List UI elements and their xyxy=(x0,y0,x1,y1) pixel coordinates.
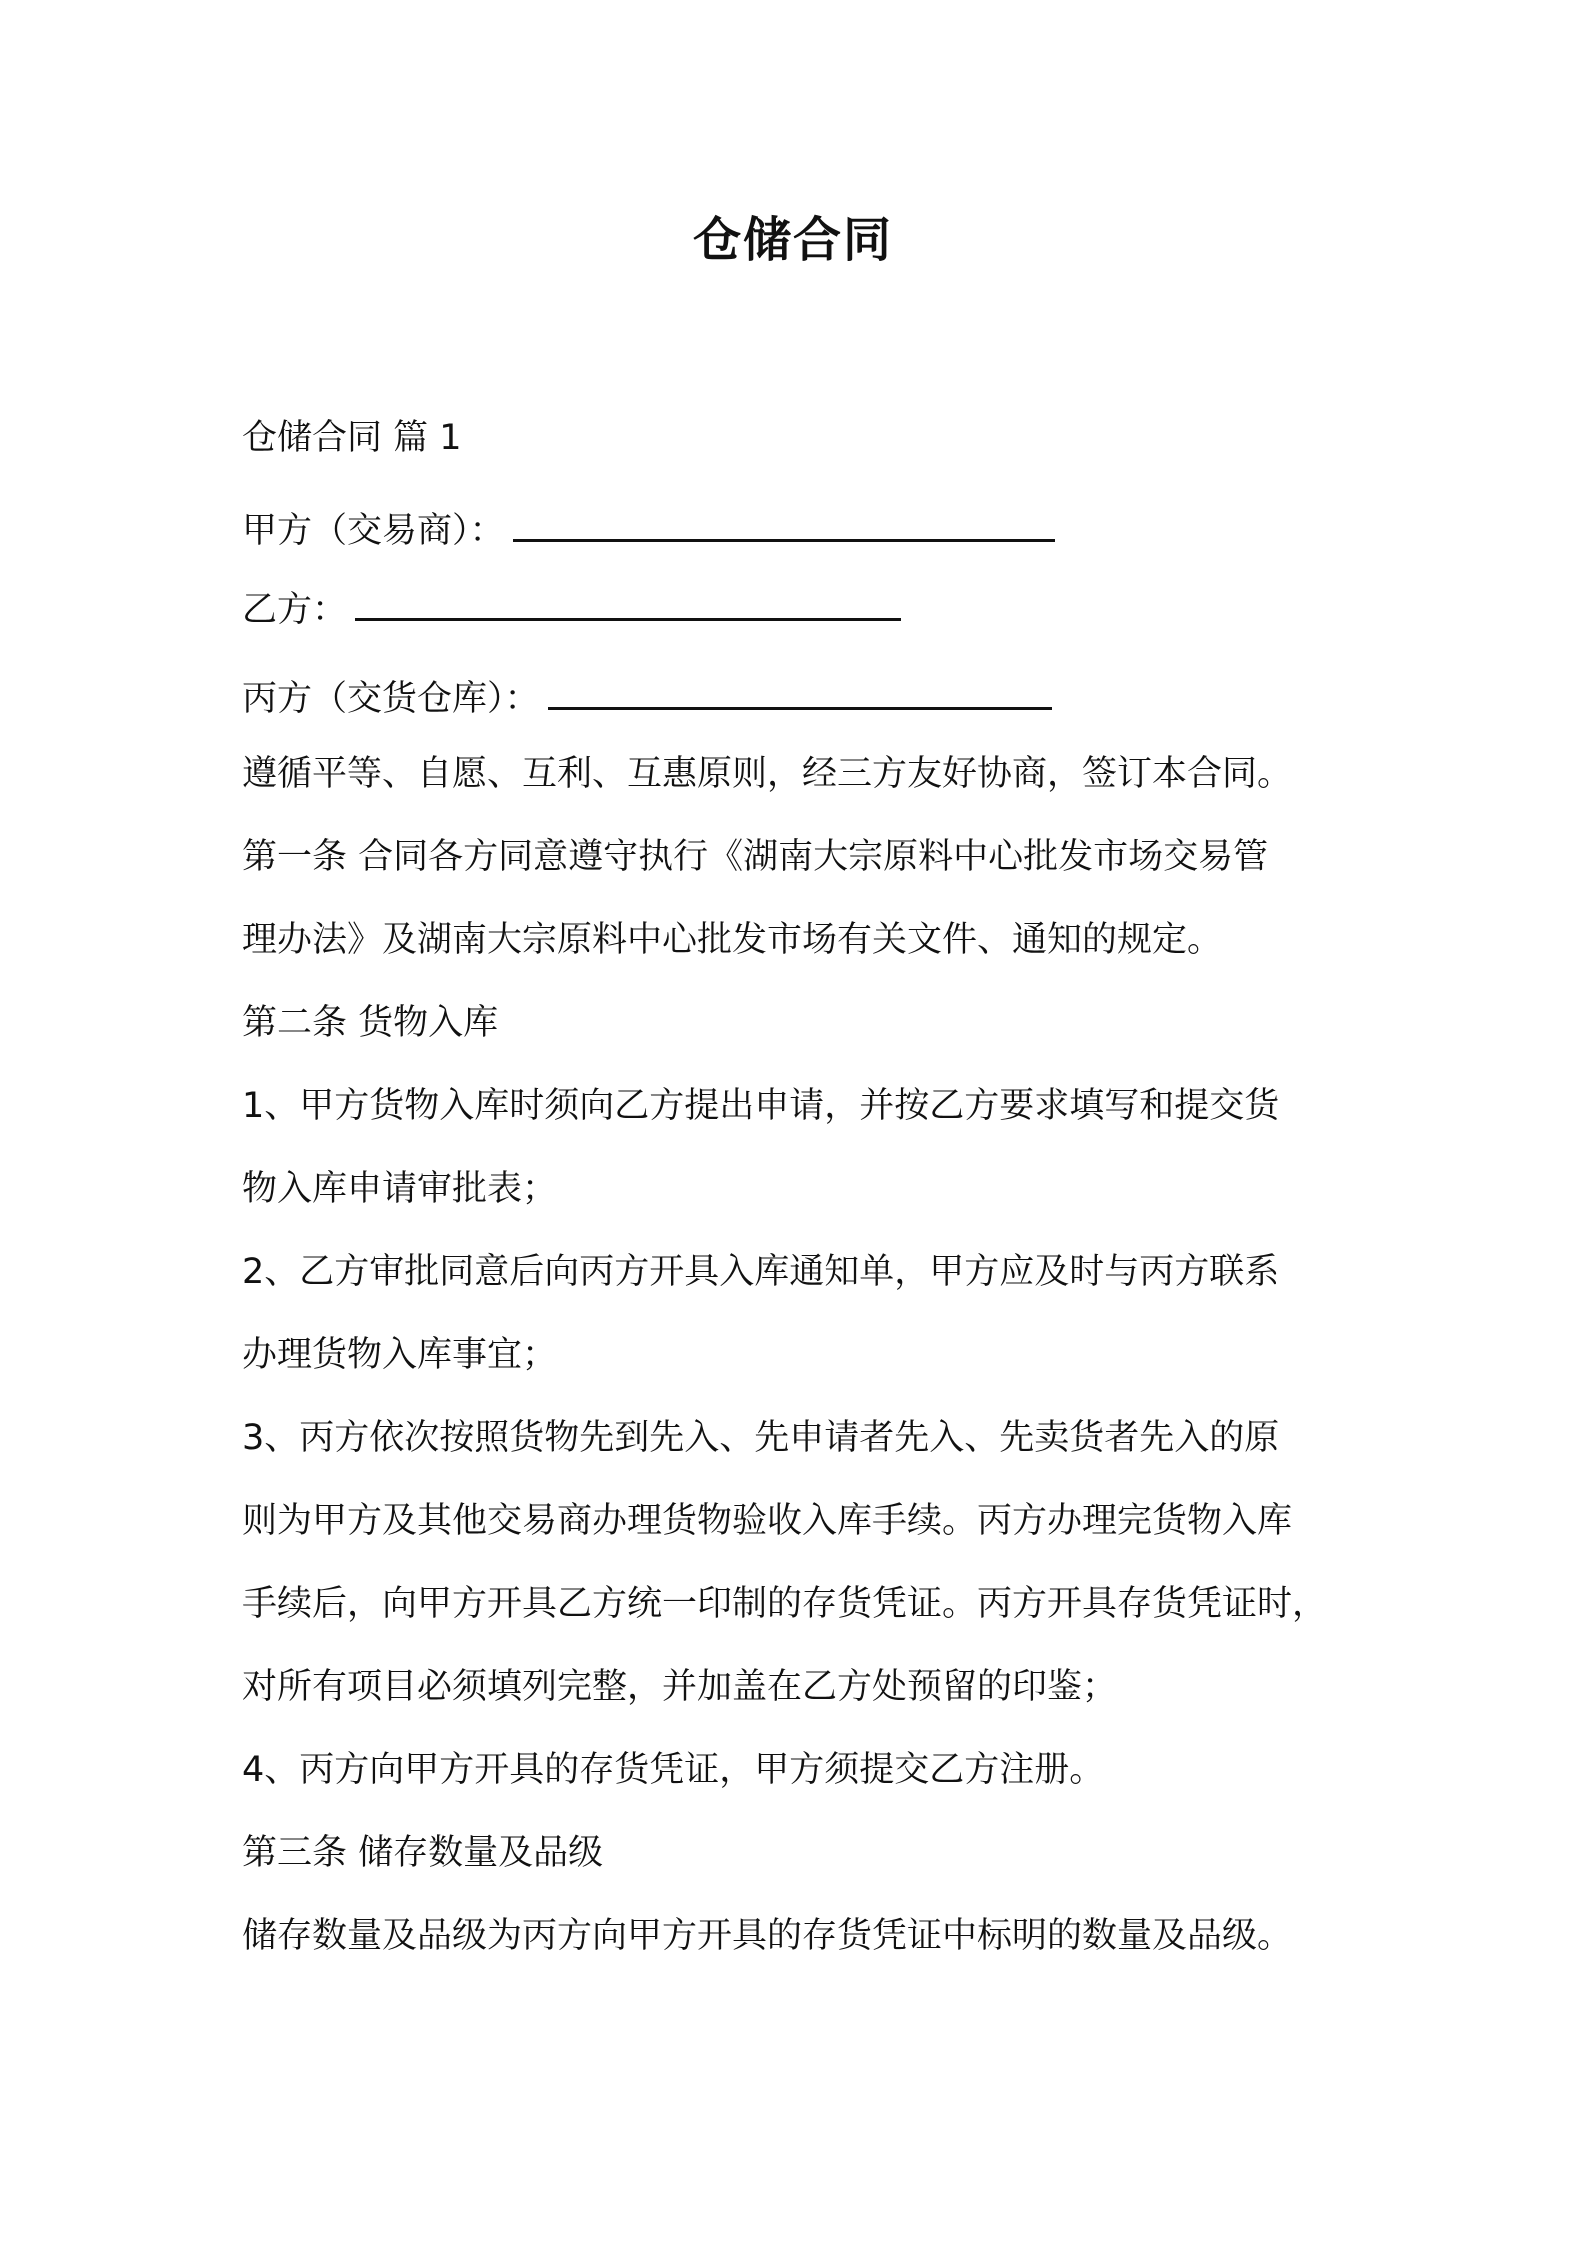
text-line-4: 第二条 货物入库 xyxy=(242,1003,499,1043)
text-line-1: 遵循平等、自愿、互利、互惠原则，经三方友好协商，签订本合同。 xyxy=(242,754,1293,794)
party-c-blank[interactable] xyxy=(548,671,1052,710)
text-line-8: 办理货物入库事宜； xyxy=(242,1335,558,1375)
party-b-blank[interactable] xyxy=(355,582,901,621)
section-heading: 仓储合同 篇 1 xyxy=(242,418,462,458)
text-line-11: 手续后，向甲方开具乙方统一印制的存货凭证。丙方开具存货凭证时， xyxy=(242,1584,1328,1624)
text-line-7: 2、乙方审批同意后向丙方开具入库通知单，甲方应及时与丙方联系 xyxy=(242,1252,1280,1292)
text-line-3: 理办法》及湖南大宗原料中心批发市场有关文件、通知的规定。 xyxy=(242,920,1223,960)
party-c-label: 丙方（交货仓库）： xyxy=(242,679,540,719)
document-title: 仓储合同 xyxy=(692,212,893,268)
text-line-10: 则为甲方及其他交易商办理货物验收入库手续。丙方办理完货物入库 xyxy=(242,1501,1293,1541)
party-a-line xyxy=(242,503,1055,555)
text-line-15: 储存数量及品级为丙方向甲方开具的存货凭证中标明的数量及品级。 xyxy=(242,1916,1293,1956)
text-line-12: 对所有项目必须填列完整，并加盖在乙方处预留的印鉴； xyxy=(242,1667,1118,1707)
text-line-14: 第三条 储存数量及品级 xyxy=(242,1833,604,1873)
text-line-13: 4、丙方向甲方开具的存货凭证，甲方须提交乙方注册。 xyxy=(242,1750,1105,1790)
party-c-line xyxy=(242,671,1052,723)
text-line-2: 第一条 合同各方同意遵守执行《湖南大宗原料中心批发市场交易管 xyxy=(242,837,1269,877)
party-b-line xyxy=(242,582,901,634)
party-b-label: 乙方： xyxy=(242,590,348,630)
text-line-6: 物入库申请审批表； xyxy=(242,1169,558,1209)
text-line-9: 3、丙方依次按照货物先到先入、先申请者先入、先卖货者先入的原 xyxy=(242,1418,1280,1458)
party-a-blank[interactable] xyxy=(513,503,1055,542)
party-a-label: 甲方（交易商）： xyxy=(242,511,505,551)
text-line-5: 1、甲方货物入库时须向乙方提出申请，并按乙方要求填写和提交货 xyxy=(242,1086,1280,1126)
